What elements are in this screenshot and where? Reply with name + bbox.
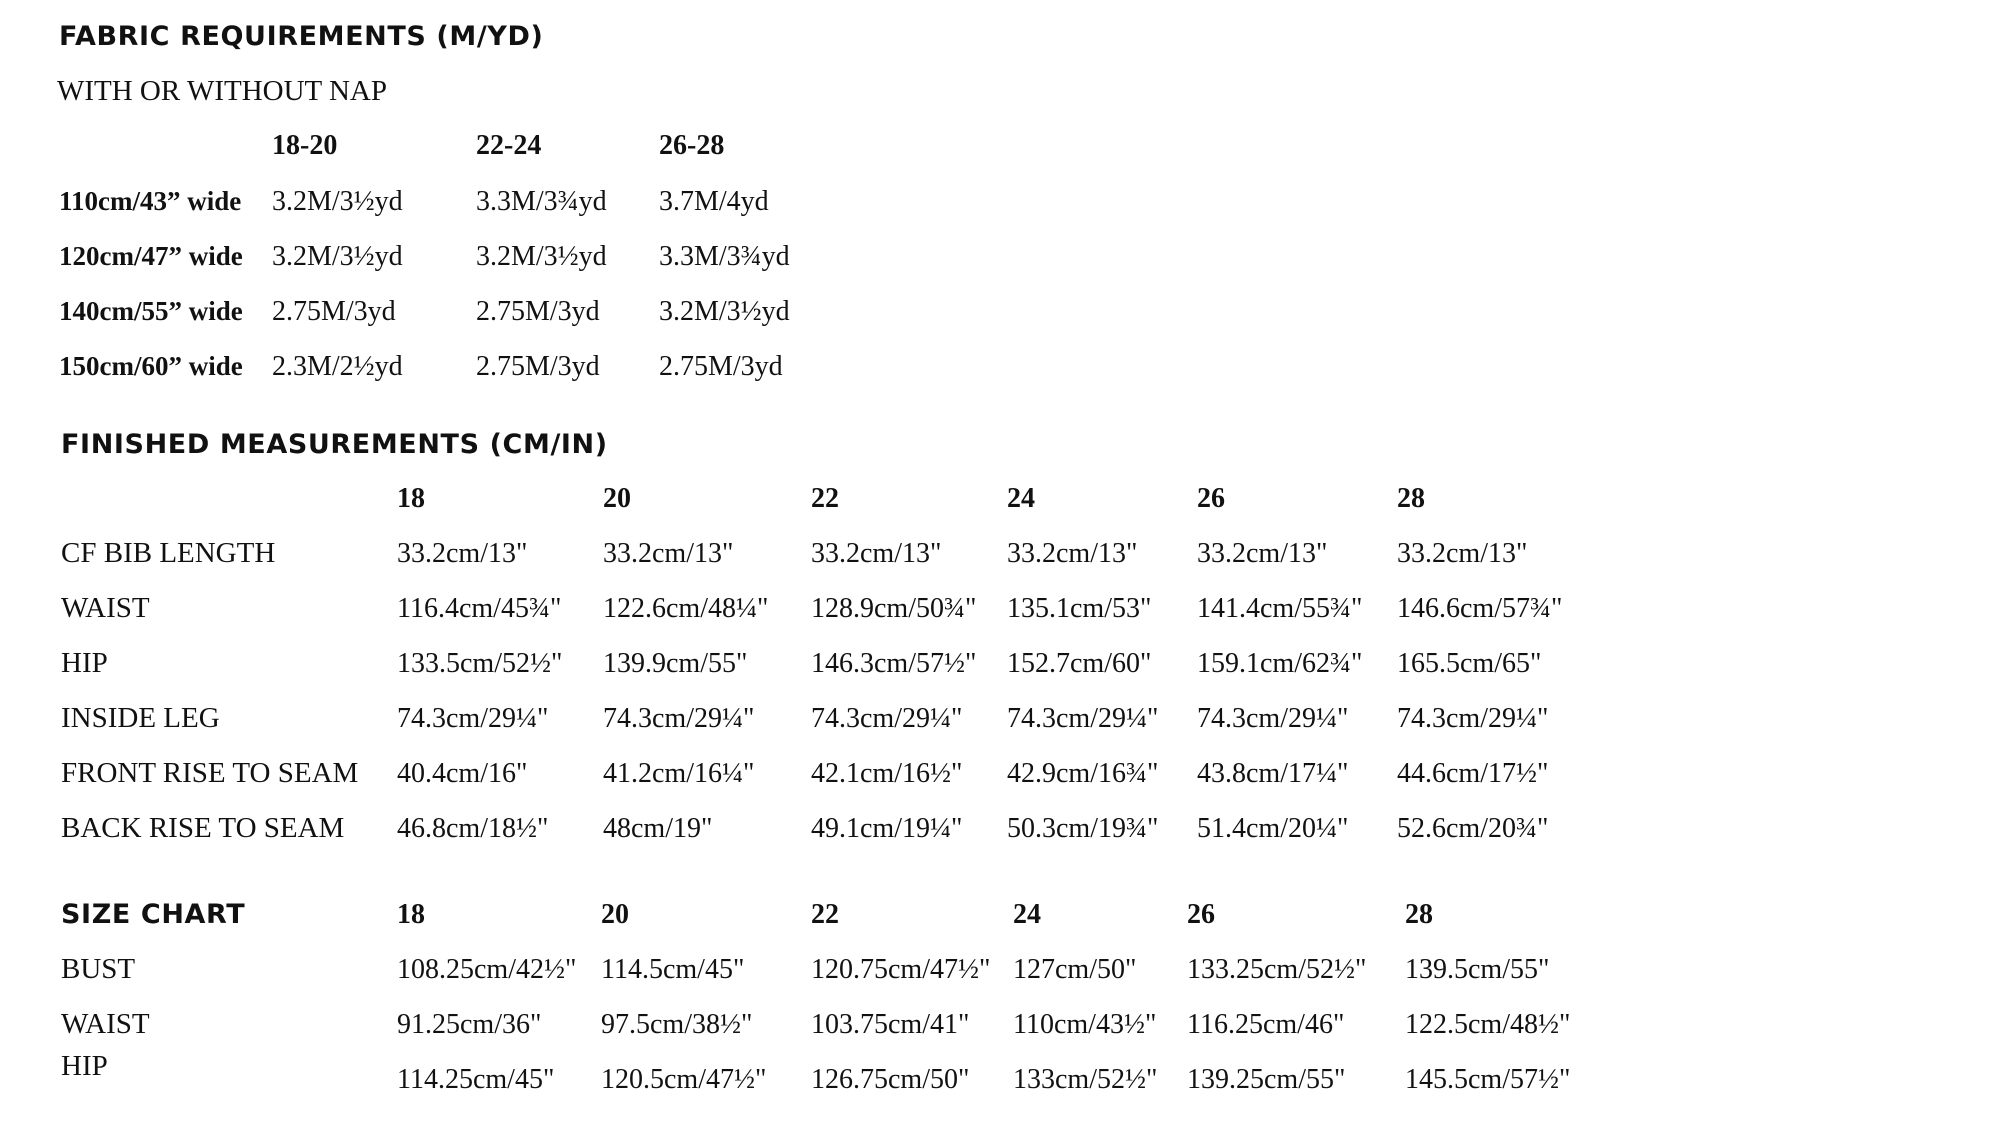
- measurement-value: 52.6cm/20¾": [1397, 813, 1549, 844]
- measurement-value: 116.4cm/45¾": [397, 593, 562, 624]
- fabric-amount: 3.2M/3½yd: [272, 241, 403, 272]
- measurement-value: 41.2cm/16¼": [603, 758, 755, 789]
- measurement-value: 46.8cm/18½": [397, 813, 549, 844]
- measurement-value: 33.2cm/13": [811, 538, 942, 569]
- finished-size-header: 22: [811, 483, 839, 514]
- measurement-value: 133.5cm/52½": [397, 648, 563, 679]
- measurement-value: 122.6cm/48¼": [603, 593, 769, 624]
- size-chart-header: 26: [1187, 899, 1215, 930]
- finished-size-header: 20: [603, 483, 631, 514]
- measurement-value: 42.9cm/16¾": [1007, 758, 1159, 789]
- fabric-amount: 3.2M/3½yd: [659, 296, 790, 327]
- fabric-amount: 3.2M/3½yd: [272, 186, 403, 217]
- finished-size-header: 26: [1197, 483, 1225, 514]
- size-chart-label: HIP: [61, 1050, 108, 1082]
- measurement-label: CF BIB LENGTH: [61, 537, 276, 569]
- fabric-amount: 2.75M/3yd: [476, 351, 600, 382]
- size-chart-value: 122.5cm/48½": [1405, 1009, 1571, 1040]
- measurement-value: 141.4cm/55¾": [1197, 593, 1363, 624]
- size-chart-header: 18: [397, 899, 425, 930]
- measurement-value: 50.3cm/19¾": [1007, 813, 1159, 844]
- size-chart-value: 108.25cm/42½": [397, 954, 577, 985]
- fabric-amount: 2.75M/3yd: [476, 296, 600, 327]
- fabric-amount: 3.7M/4yd: [659, 186, 769, 217]
- measurement-label: INSIDE LEG: [61, 702, 220, 734]
- fabric-amount: 2.3M/2½yd: [272, 351, 403, 382]
- measurement-value: 33.2cm/13": [603, 538, 734, 569]
- measurement-value: 49.1cm/19¼": [811, 813, 963, 844]
- measurement-value: 40.4cm/16": [397, 758, 528, 789]
- measurement-value: 43.8cm/17¼": [1197, 758, 1349, 789]
- fabric-size-header: 18-20: [272, 130, 338, 161]
- measurement-value: 44.6cm/17½": [1397, 758, 1549, 789]
- size-chart-value: 127cm/50": [1013, 954, 1137, 985]
- measurement-value: 159.1cm/62¾": [1197, 648, 1363, 679]
- measurement-value: 165.5cm/65": [1397, 648, 1542, 679]
- size-chart-value: 133cm/52½": [1013, 1064, 1158, 1095]
- size-chart-value: 139.5cm/55": [1405, 954, 1550, 985]
- fabric-amount: 3.2M/3½yd: [476, 241, 607, 272]
- size-chart-value: 133.25cm/52½": [1187, 954, 1367, 985]
- size-chart-value: 126.75cm/50": [811, 1064, 970, 1095]
- size-chart-title: SIZE CHART: [61, 899, 246, 930]
- measurement-value: 74.3cm/29¼": [603, 703, 755, 734]
- size-chart-value: 91.25cm/36": [397, 1009, 542, 1040]
- size-chart-label: BUST: [61, 953, 136, 985]
- size-chart-value: 110cm/43½": [1013, 1009, 1157, 1040]
- fabric-size-header: 22-24: [476, 130, 542, 161]
- finished-size-header: 28: [1397, 483, 1425, 514]
- measurement-value: 74.3cm/29¼": [397, 703, 549, 734]
- size-chart-value: 120.5cm/47½": [601, 1064, 767, 1095]
- measurement-value: 139.9cm/55": [603, 648, 748, 679]
- fabric-requirements-title: FABRIC REQUIREMENTS (M/YD): [59, 21, 544, 52]
- size-chart-header: 22: [811, 899, 839, 930]
- fabric-amount: 2.75M/3yd: [272, 296, 396, 327]
- size-chart-value: 114.25cm/45": [397, 1064, 555, 1095]
- measurement-label: FRONT RISE TO SEAM: [61, 757, 359, 789]
- measurement-value: 51.4cm/20¼": [1197, 813, 1349, 844]
- fabric-width-label: 120cm/47” wide: [59, 241, 243, 271]
- size-chart-label: WAIST: [61, 1008, 150, 1040]
- size-chart-value: 139.25cm/55": [1187, 1064, 1346, 1095]
- fabric-width-label: 140cm/55” wide: [59, 296, 243, 326]
- size-chart-value: 116.25cm/46": [1187, 1009, 1345, 1040]
- measurement-value: 33.2cm/13": [397, 538, 528, 569]
- finished-measurements-title: FINISHED MEASUREMENTS (CM/IN): [61, 429, 608, 460]
- size-chart-value: 120.75cm/47½": [811, 954, 991, 985]
- measurement-value: 135.1cm/53": [1007, 593, 1152, 624]
- measurement-value: 33.2cm/13": [1007, 538, 1138, 569]
- measurement-value: 146.3cm/57½": [811, 648, 977, 679]
- measurement-value: 74.3cm/29¼": [1397, 703, 1549, 734]
- measurement-value: 48cm/19": [603, 813, 713, 844]
- measurement-value: 74.3cm/29¼": [811, 703, 963, 734]
- measurement-value: 128.9cm/50¾": [811, 593, 977, 624]
- finished-size-header: 24: [1007, 483, 1035, 514]
- size-chart-header: 28: [1405, 899, 1433, 930]
- fabric-amount: 3.3M/3¾yd: [659, 241, 790, 272]
- measurement-value: 33.2cm/13": [1397, 538, 1528, 569]
- measurement-value: 42.1cm/16½": [811, 758, 963, 789]
- measurement-value: 74.3cm/29¼": [1197, 703, 1349, 734]
- measurement-value: 74.3cm/29¼": [1007, 703, 1159, 734]
- size-chart-value: 114.5cm/45": [601, 954, 745, 985]
- fabric-amount: 2.75M/3yd: [659, 351, 783, 382]
- fabric-width-label: 150cm/60” wide: [59, 351, 243, 381]
- finished-size-header: 18: [397, 483, 425, 514]
- measurement-value: 146.6cm/57¾": [1397, 593, 1563, 624]
- measurement-label: BACK RISE TO SEAM: [61, 812, 345, 844]
- fabric-width-label: 110cm/43” wide: [59, 186, 242, 216]
- size-chart-header: 20: [601, 899, 629, 930]
- fabric-size-header: 26-28: [659, 130, 725, 161]
- measurement-label: WAIST: [61, 592, 150, 624]
- measurement-label: HIP: [61, 647, 108, 679]
- size-chart-value: 103.75cm/41": [811, 1009, 970, 1040]
- measurement-value: 152.7cm/60": [1007, 648, 1152, 679]
- fabric-amount: 3.3M/3¾yd: [476, 186, 607, 217]
- size-chart-value: 97.5cm/38½": [601, 1009, 753, 1040]
- size-chart-value: 145.5cm/57½": [1405, 1064, 1571, 1095]
- fabric-nap-subtitle: WITH OR WITHOUT NAP: [57, 75, 387, 107]
- measurement-value: 33.2cm/13": [1197, 538, 1328, 569]
- size-chart-header: 24: [1013, 899, 1041, 930]
